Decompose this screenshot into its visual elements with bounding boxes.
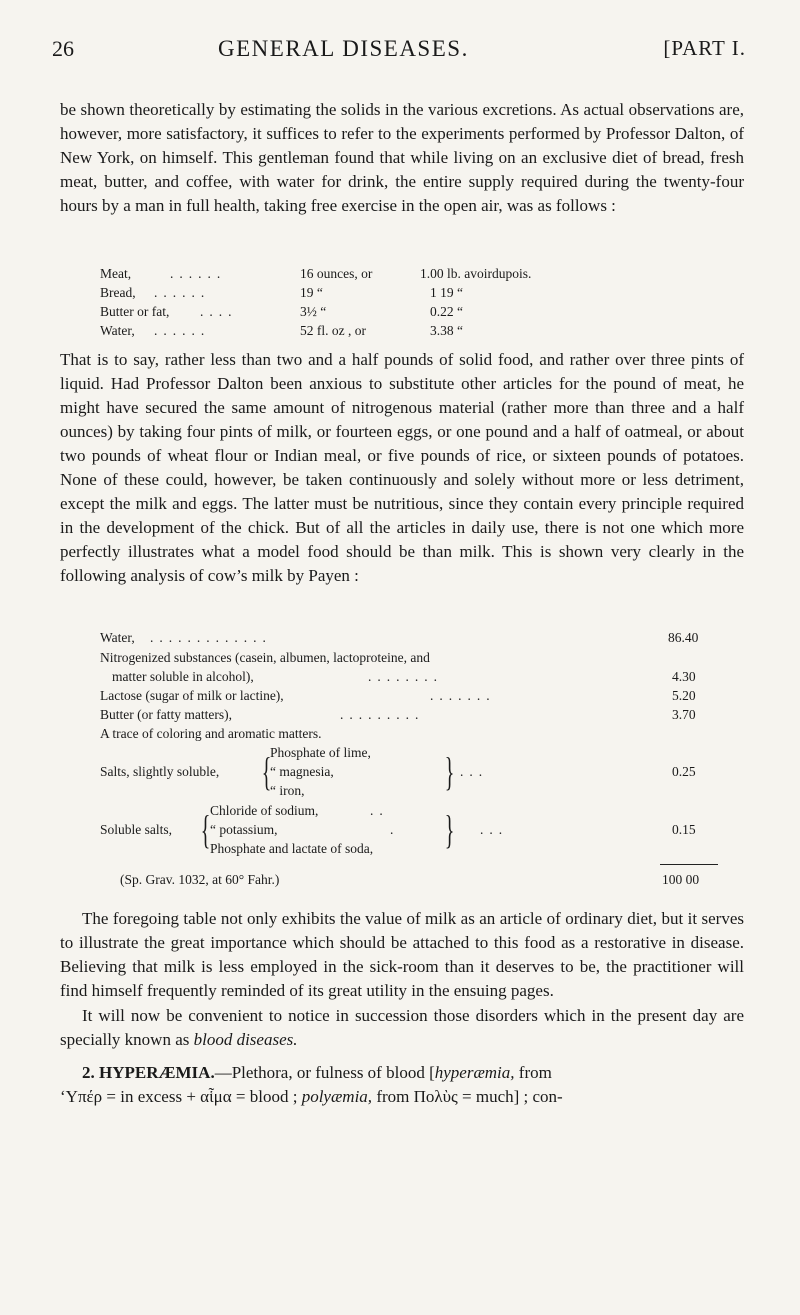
salt-item: “ iron, (270, 783, 305, 798)
section-hyperaemia: 2. HYPERÆMIA.—Plethora, or fulness of blood [hyperæmia, from ‘Υπέρ = in excess + αἷμα = blood ; polyæmia, from Πολὺς = much] ; con- (60, 1063, 563, 1106)
paragraph-substitutes: That is to say, rather less than two and a half pounds of solid food, and rather over three pints of liquid. Had Professor Dalton been anxious to substitute other articles for the pound of meat, he might have secured the same amount of nitrogenous material (rather more than three and a half ounces) by taking four pints of milk, or fourteen eggs, or one pound and a half of oatmeal, or about two pounds of wheat flour or Indian meal, or five pounds of rice, or sixteen pounds of potatoes. None of these could, however, be taken continuously and solely without more or less detriment, except the milk and eggs. The latter must be nutritious, since they contain every principle required in the development of the chick. But of all the articles in daily use, there is not one which more perfectly illustrates what a model food should be than milk. This is shown very clearly in the following analysis of cow’s milk by Payen : (60, 350, 744, 585)
running-header (52, 36, 746, 68)
salt-item: Phosphate of lime, (270, 745, 371, 760)
milk-label: Lactose (sugar of milk or lactine), (100, 688, 284, 703)
salt-item: “ potassium, (210, 822, 278, 837)
milk-label: Butter (or fatty matters), (100, 707, 232, 722)
milk-label: A trace of coloring and aromatic matters. (100, 726, 322, 741)
diet-weight: 0.22 “ (430, 304, 463, 319)
salt-item: Phosphate and lactate of soda, (210, 841, 374, 856)
diet-amount: 16 ounces, or (300, 266, 373, 281)
milk-total: 100 00 (662, 872, 700, 887)
blood-diseases-term: blood diseases. (193, 1030, 298, 1049)
diet-item: Meat, (100, 266, 132, 281)
paragraph-dalton: be shown theoretically by estimating the solids in the various excretions. As actual observations are, however, more satisfactory, it suffices to refer to the experiments performed by Professor Dalton, of New York, on himself. This gentleman found that while living on an exclusive diet of bread, fresh meat, butter, and coffee, with water for drink, the entire supply required during the twenty-four hours by a man in full health, taking free exercise in the open air, was as follows : (60, 100, 744, 215)
salt-item: “ magnesia, (270, 764, 334, 779)
milk-value: 3.70 (672, 707, 696, 722)
milk-label: matter soluble in alcohol), (112, 669, 254, 684)
diet-item: Water, (100, 323, 135, 338)
diet-amount: 3½ “ (300, 304, 327, 319)
milk-label: Water, (100, 630, 135, 645)
paragraph-milk-importance: The foregoing table not only exhibits the value of milk as an article of ordinary diet, but it serves to illustrate the great importance which should be attached to this food as a restorative in disease. Believing that milk is less employed in the sick-room than it deserves to be, the practitioner will find himself frequently reminded of its great utility in the ensuing pages. (60, 909, 744, 1000)
milk-value: 4.30 (672, 669, 696, 684)
running-title: GENERAL DISEASES. (218, 36, 469, 61)
milk-value: 0.15 (672, 822, 696, 837)
diet-amount: 19 “ (300, 285, 323, 300)
diet-item: Bread, (100, 285, 136, 300)
milk-value: 5.20 (672, 688, 696, 703)
diet-item: Butter or fat, (100, 304, 170, 319)
salt-item: Chloride of sodium, (210, 803, 319, 818)
milk-label: Soluble salts, (100, 822, 173, 837)
milk-label: Salts, slightly soluble, (100, 764, 220, 779)
milk-value: 86.40 (668, 630, 699, 645)
total-rule (660, 864, 718, 865)
diet-amount: 52 fl. oz , or (300, 323, 366, 338)
page-number: 26 (52, 36, 74, 61)
diet-weight: 1 19 “ (430, 285, 463, 300)
book-page: 26 GENERAL DISEASES. [PART I. be shown theoretically by estimating the solids in the various excretions. As actual observations are, however, more satisfactory, it suffices to refer to the experiments performed by Professor Dalton, of New York, on himself. This gentleman found that while living on an exclusive diet of bread, fresh meat, butter, and coffee, with water for drink, the entire supply required during the twenty-four hours by a man in full health, taking free exercise in the open air, was as follows : Meat, ...... 16 ounces, or 1.00 lb. avoirdupois. Bread, ...... 19 “ 1 19 “ Butter or fat, .... 3½ “ 0.22 “ Water, ...... 52 fl. oz , or 3.38 “ That is to say, rather less than two and a half pounds of solid food, and rather over three pints of liquid. Had Professor Dalton been anxious to substitute other articles for the pound of meat, he might have secured the same amount of nitrogenous material (rather more than three and a half ounces) by taking four pints of milk, or fourteen eggs, or one pound and a half of oatmeal, or about two pounds of wheat flour or Indian meal, or five pounds of rice, or sixteen pounds of potatoes. None of these could, however, be taken continuously and solely without more or less detriment, except the milk and eggs. The latter must be nutritious, since they contain every principle required in the development of the chick. But of all the articles in daily use, there is not one which more perfectly illustrates what a model food should be than milk. This is shown very clearly in the following analysis of cow’s milk by Payen : Water, ............. 86.40 Nitrogenized substances (casein, albumen, lactoproteine, and matter soluble in alcohol), ........ 4.30 Lactose (sugar of milk or lactine), ....... 5.20 Butter (or fatty matters), ......... 3.70 A trace of coloring and aromatic matters. Salts, slightly soluble, { Phosphate of lime, “ magnesia, “ iron, } ... 0.25 Soluble salts, { Chloride of sodium, .. “ potassium, . Phosphate and lactate of soda, } ... 0.15 (Sp. Grav. 1032, at 60° Fahr.) 100 00 The foregoing table not only exhibits the value of milk as an article of ordinary diet, but it serves to illustrate the great importance which should be attached to this food as a restorative in disease. Believing that milk is less employed in the sick-room than it deserves to be, the practitioner will find himself frequently reminded of its great utility in the ensuing pages. It will now be convenient to notice in succession those disorders which in the present day are specially known as blood diseases. 2. HYPERÆMIA.—Plethora, or fulness of blood [hyperæmia, from ‘Υπέρ = in excess + αἷμα = blood ; polyæmia, from Πολὺς = much] ; con- (0, 0, 800, 1315)
diet-weight: 1.00 lb. avoirdupois. (420, 266, 532, 281)
section-heading: 2. HYPERÆMIA. (82, 1063, 215, 1082)
specific-gravity-note: (Sp. Grav. 1032, at 60° Fahr.) (120, 872, 280, 887)
milk-value: 0.25 (672, 764, 696, 779)
diet-weight: 3.38 “ (430, 323, 463, 338)
part-label: [PART I. (663, 36, 746, 60)
paragraph-blood-diseases: It will now be convenient to notice in succession those disorders which in the present day are specially known as blood diseases. (60, 1006, 744, 1049)
milk-label: Nitrogenized substances (casein, albumen, lactoproteine, and (100, 650, 430, 665)
